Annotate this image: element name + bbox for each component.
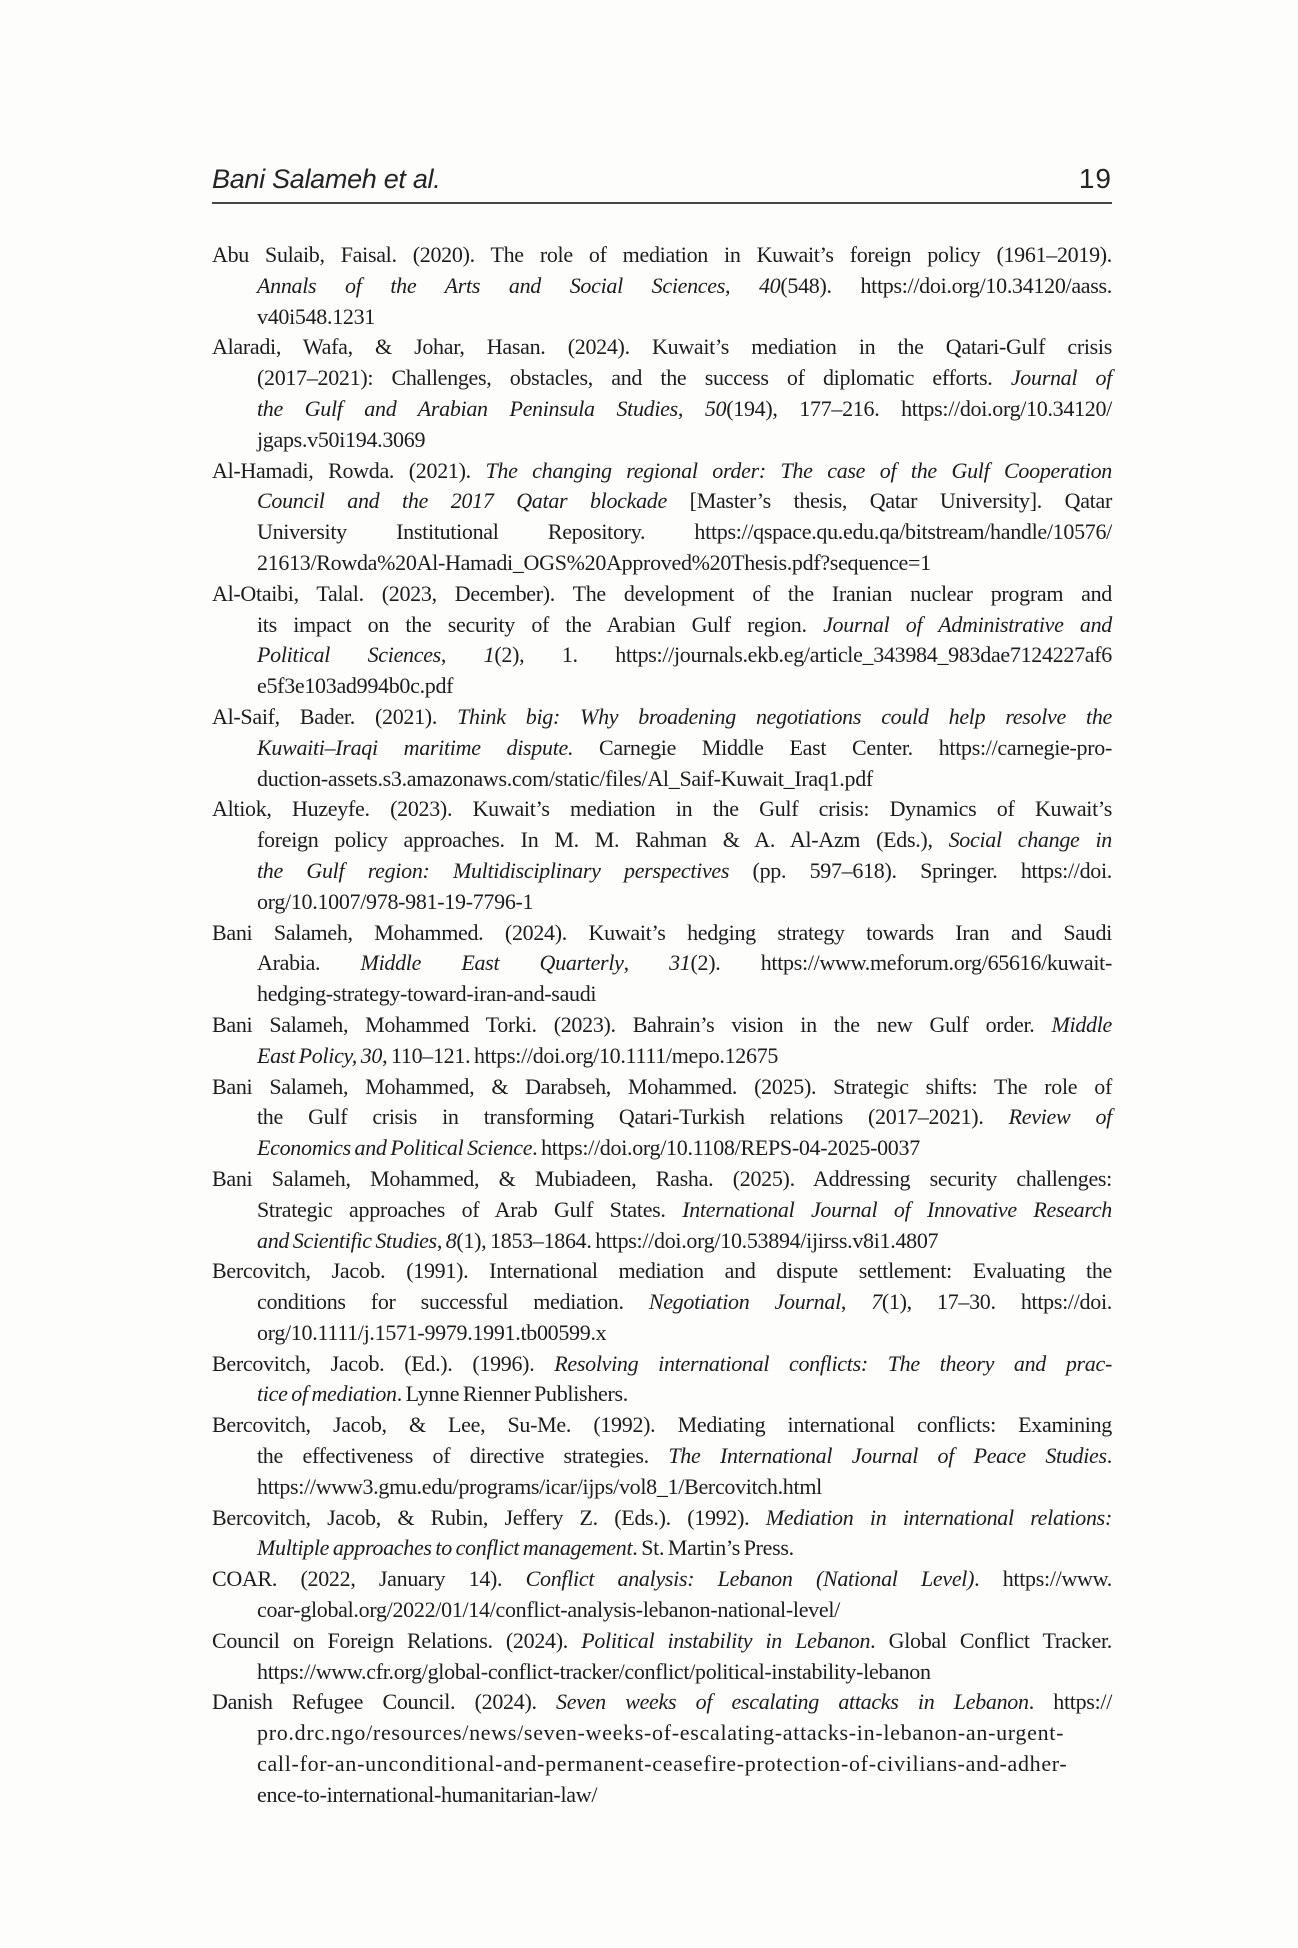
reference-line: Council and the 2017 Qatar blockade [Master’s thesis, Qatar University]. Qatar xyxy=(257,488,1112,514)
reference-line: the Gulf region: Multidisciplinary perspectives (pp. 597–618). Springer. https://doi. xyxy=(257,857,1112,883)
reference-entry xyxy=(212,918,1112,1010)
references-list xyxy=(212,240,1112,1811)
reference-entry xyxy=(212,702,1112,794)
reference-line: the Gulf and Arabian Peninsula Studies, 50(194), 177–216. https://doi.org/10.34120/ xyxy=(257,395,1112,421)
reference-line: (2017–2021): Challenges, obstacles, and the success of diplomatic efforts. Journal of xyxy=(257,365,1113,391)
reference-entry xyxy=(212,1072,1112,1164)
reference-line: tice of mediation. Lynne Rienner Publishers. xyxy=(257,1381,628,1407)
reference-line: Bercovitch, Jacob, & Lee, Su-Me. (1992). Mediating international conflicts: Examining xyxy=(212,1412,1112,1438)
reference-line: University Institutional Repository. https://qspace.qu.edu.qa/bitstream/handle/10576/ xyxy=(257,519,1112,545)
reference-line: Multiple approaches to conflict management. St. Martin’s Press. xyxy=(257,1535,794,1561)
reference-line: Political Sciences, 1(2), 1. https://journals.ekb.eg/article_343984_983dae7124227af6 xyxy=(257,642,1112,668)
reference-line: Economics and Political Science. https://doi.org/10.1108/REPS-04-2025-0037 xyxy=(257,1135,920,1161)
reference-entry xyxy=(212,1410,1112,1502)
reference-line: 21613/Rowda%20Al-Hamadi_OGS%20Approved%20Thesis.pdf?sequence=1 xyxy=(257,549,931,575)
reference-line: Bani Salameh, Mohammed. (2024). Kuwait’s hedging strategy towards Iran and Saudi xyxy=(212,919,1112,945)
page-header xyxy=(212,163,1112,204)
reference-line: e5f3e103ad994b0c.pdf xyxy=(257,673,454,699)
reference-line: Bercovitch, Jacob, & Rubin, Jeffery Z. (Eds.). (1992). Mediation in international relations: xyxy=(212,1504,1112,1530)
reference-line: https://www.cfr.org/global-conflict-tracker/conflict/political-instability-lebanon xyxy=(257,1658,931,1684)
reference-line: v40i548.1231 xyxy=(257,303,376,329)
reference-line: Al-Hamadi, Rowda. (2021). The changing regional order: The case of the Gulf Cooperation xyxy=(212,457,1112,483)
reference-line: coar-global.org/2022/01/14/conflict-analysis-lebanon-national-level/ xyxy=(257,1597,840,1623)
reference-line: org/10.1111/j.1571-9979.1991.tb00599.x xyxy=(257,1319,607,1345)
reference-line: hedging-strategy-toward-iran-and-saudi xyxy=(257,981,597,1007)
reference-entry xyxy=(212,1256,1112,1348)
reference-line: Abu Sulaib, Faisal. (2020). The role of mediation in Kuwait’s foreign policy (1961–2019). xyxy=(212,242,1112,267)
page-number: 19 xyxy=(1078,163,1112,194)
reference-line: ence-to-international-humanitarian-law/ xyxy=(257,1781,598,1807)
reference-line: the Gulf crisis in transforming Qatari-Turkish relations (2017–2021). Review of xyxy=(257,1104,1112,1130)
reference-line: org/10.1007/978-981-19-7796-1 xyxy=(257,888,534,914)
reference-line: COAR. (2022, January 14). Conflict analysis: Lebanon (National Level). https://www. xyxy=(212,1566,1112,1592)
reference-line: East Policy, 30, 110–121. https://doi.org/10.1111/mepo.12675 xyxy=(257,1042,779,1068)
reference-line: Kuwaiti–Iraqi maritime dispute. Carnegie Middle East Center. https://carnegie-pro- xyxy=(257,734,1113,760)
reference-entry xyxy=(212,1626,1112,1688)
running-title: Bani Salameh et al. xyxy=(212,164,441,194)
reference-entry xyxy=(212,1349,1112,1411)
reference-line: Al-Otaibi, Talal. (2023, December). The development of the Iranian nuclear program and xyxy=(212,580,1112,606)
reference-line: Bani Salameh, Mohammed, & Mubiadeen, Rasha. (2025). Addressing security challenges: xyxy=(212,1165,1112,1191)
reference-entry xyxy=(212,456,1112,579)
reference-entry xyxy=(212,1164,1112,1256)
reference-line: pro.drc.ngo/resources/news/seven-weeks-of-escalating-attacks-in-lebanon-an-urgent- xyxy=(257,1720,1065,1746)
reference-line: Annals of the Arts and Social Sciences, 40(548). https://doi.org/10.34120/aass. xyxy=(257,272,1112,298)
reference-entry xyxy=(212,240,1112,332)
reference-entry xyxy=(212,1687,1112,1810)
reference-entry xyxy=(212,1010,1112,1072)
reference-line: call-for-an-unconditional-and-permanent-ceasefire-protection-of-civilians-and-adher- xyxy=(257,1751,1068,1777)
reference-line: Bercovitch, Jacob. (1991). International mediation and dispute settlement: Evaluating the xyxy=(212,1258,1112,1284)
reference-line: Bani Salameh, Mohammed Torki. (2023). Bahrain’s vision in the new Gulf order. Middle xyxy=(212,1011,1112,1037)
reference-line: Danish Refugee Council. (2024). Seven weeks of escalating attacks in Lebanon. https:// xyxy=(212,1689,1113,1715)
reference-entry xyxy=(212,579,1112,702)
reference-line: and Scientific Studies, 8(1), 1853–1864. https://doi.org/10.53894/ijirss.v8i1.4807 xyxy=(257,1227,939,1253)
reference-entry xyxy=(212,332,1112,455)
reference-line: Arabia. Middle East Quarterly, 31(2). https://www.meforum.org/65616/kuwait- xyxy=(257,950,1112,976)
reference-line: duction-assets.s3.amazonaws.com/static/files/Al_Saif-Kuwait_Iraq1.pdf xyxy=(257,765,873,791)
reference-line: Bani Salameh, Mohammed, & Darabseh, Mohammed. (2025). Strategic shifts: The role of xyxy=(212,1073,1112,1099)
reference-line: Al-Saif, Bader. (2021). Think big: Why broadening negotiations could help resolve the xyxy=(212,703,1112,729)
reference-line: jgaps.v50i194.3069 xyxy=(257,426,426,452)
reference-entry xyxy=(212,1564,1112,1626)
reference-line: the effectiveness of directive strategies. The International Journal of Peace Studies. xyxy=(257,1443,1112,1469)
reference-line: Council on Foreign Relations. (2024). Political instability in Lebanon. Global Conflict Tracker. xyxy=(212,1627,1112,1653)
reference-line: conditions for successful mediation. Negotiation Journal, 7(1), 17–30. https://doi. xyxy=(257,1289,1112,1315)
reference-line: https://www3.gmu.edu/programs/icar/ijps/vol8_1/Bercovitch.html xyxy=(257,1473,822,1499)
reference-entry xyxy=(212,794,1112,917)
reference-line: its impact on the security of the Arabian Gulf region. Journal of Administrative and xyxy=(257,611,1113,637)
reference-entry xyxy=(212,1503,1112,1565)
reference-line: Strategic approaches of Arab Gulf States. International Journal of Innovative Research xyxy=(257,1196,1112,1222)
reference-line: Altiok, Huzeyfe. (2023). Kuwait’s mediation in the Gulf crisis: Dynamics of Kuwait’s xyxy=(212,796,1112,822)
reference-line: Bercovitch, Jacob. (Ed.). (1996). Resolving international conflicts: The theory and prac- xyxy=(212,1350,1112,1376)
reference-line: foreign policy approaches. In M. M. Rahman & A. Al-Azm (Eds.), Social change in xyxy=(257,827,1112,853)
reference-line: Alaradi, Wafa, & Johar, Hasan. (2024). Kuwait’s mediation in the Qatari-Gulf crisis xyxy=(212,334,1112,360)
